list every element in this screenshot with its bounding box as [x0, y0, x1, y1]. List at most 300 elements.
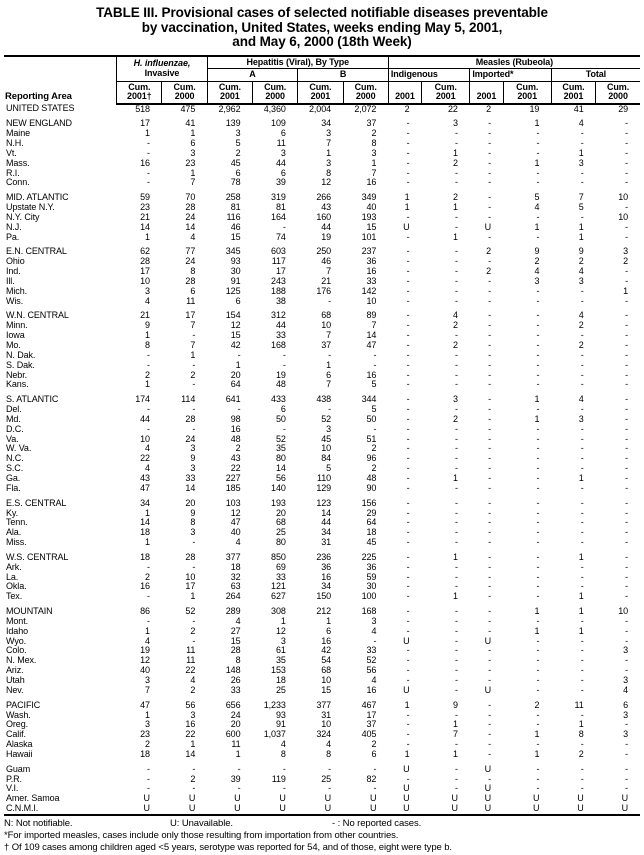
cell: -: [406, 527, 410, 538]
row-label: Mont.: [6, 616, 29, 626]
cell: 47: [230, 517, 241, 528]
cell: 656: [225, 699, 241, 710]
cell: -: [536, 473, 540, 484]
cell: 188: [271, 285, 286, 296]
cell: 8: [280, 749, 286, 760]
cell: 41: [573, 103, 584, 114]
cell: -: [373, 349, 377, 360]
cell: -: [488, 507, 492, 518]
cell: -: [536, 403, 540, 414]
row-label: N.J.: [6, 222, 22, 232]
cell: 1: [404, 749, 410, 760]
cell: 28: [140, 255, 150, 266]
cell: 5: [235, 137, 241, 148]
cell: 33: [275, 329, 286, 340]
cell: 31: [321, 537, 332, 548]
cell: -: [454, 423, 458, 434]
cell: -: [625, 483, 628, 494]
row-label: MOUNTAIN: [6, 606, 53, 616]
cell: 33: [275, 571, 286, 582]
cell: 2: [145, 571, 150, 582]
cell: 142: [361, 285, 377, 296]
cell: -: [147, 615, 150, 626]
cell: -: [406, 310, 410, 321]
table-row: [4, 592, 640, 602]
row-label: MID. ATLANTIC: [6, 192, 69, 202]
cell: 48: [275, 379, 286, 390]
cell: 10: [321, 675, 332, 686]
cell: -: [625, 157, 628, 168]
cell: -: [488, 517, 492, 528]
cell: 4: [190, 231, 196, 242]
cell: -: [625, 167, 628, 178]
cell: -: [488, 423, 492, 434]
cell: U: [403, 763, 410, 774]
cell: 45: [230, 157, 241, 168]
cell: 19: [275, 369, 286, 380]
cell: U: [324, 793, 332, 804]
cell: 16: [366, 265, 377, 276]
table-row: [4, 380, 640, 390]
cell: 54: [321, 655, 332, 666]
cell: 4: [235, 615, 241, 626]
row-label: N. Mex.: [6, 656, 37, 666]
row-label: Mass.: [6, 158, 30, 168]
cell: -: [488, 625, 492, 636]
cell: 168: [271, 339, 286, 350]
cell: -: [488, 719, 492, 730]
cell: 1: [452, 591, 458, 602]
cell: -: [625, 517, 628, 528]
cell: -: [536, 517, 540, 528]
cell: -: [454, 137, 458, 148]
cell: -: [625, 127, 628, 138]
table-row: [4, 287, 640, 297]
cell: 81: [275, 201, 286, 212]
cell: -: [406, 497, 410, 508]
table-row: [4, 149, 640, 159]
cell: -: [625, 221, 628, 232]
cell: 3: [623, 246, 628, 257]
cell: 2: [578, 339, 584, 350]
cell: 21: [140, 211, 150, 222]
cell: -: [580, 773, 584, 784]
cell: U: [532, 793, 540, 804]
cell: -: [192, 615, 196, 626]
cell: -: [406, 359, 410, 370]
cell: -: [406, 517, 410, 528]
cell: U: [403, 783, 410, 794]
cell: 14: [185, 749, 196, 760]
row-label: Guam: [6, 764, 31, 774]
cell: -: [454, 739, 458, 750]
cell: U: [143, 803, 150, 814]
cell: 236: [316, 551, 332, 562]
cell: 10: [140, 433, 150, 444]
cell: 1: [190, 591, 196, 602]
cell: 1: [190, 739, 196, 750]
cell: -: [328, 295, 332, 306]
cell: 6: [190, 137, 196, 148]
cell: -: [488, 201, 492, 212]
col-header-hepa-cum-2001: Cum. 2001: [207, 81, 252, 104]
cell: -: [580, 463, 584, 474]
cell: 23: [140, 201, 150, 212]
cell: -: [580, 685, 584, 696]
row-label: N.H.: [6, 138, 24, 148]
cell: 14: [140, 221, 150, 232]
cell: 2: [623, 255, 628, 266]
row-label: D.C.: [6, 424, 24, 434]
cell: -: [488, 191, 492, 202]
cell: 6: [235, 167, 241, 178]
cell: 110: [316, 473, 332, 484]
cell: -: [488, 537, 492, 548]
cell: -: [282, 783, 286, 794]
cell: 2: [190, 685, 196, 696]
cell: 2: [371, 127, 377, 138]
cell: -: [536, 665, 540, 676]
cell: -: [580, 369, 584, 380]
cell: -: [488, 403, 492, 414]
cell: 1: [534, 625, 540, 636]
cell: -: [625, 403, 628, 414]
cell: -: [454, 655, 458, 666]
cell: -: [625, 231, 628, 242]
cell: 114: [181, 393, 196, 404]
cell: 121: [271, 581, 286, 592]
cell: 2,072: [354, 103, 377, 114]
cell: 4: [145, 295, 150, 306]
cell: 3: [578, 413, 584, 424]
cell: 1: [534, 221, 540, 232]
cell: 36: [366, 255, 377, 266]
cell: 1: [623, 285, 628, 296]
row-label: Calif.: [6, 730, 26, 740]
cell: 47: [140, 483, 150, 494]
hepatitis-group-header: Hepatitis (Viral), By Type: [207, 56, 388, 69]
cell: U: [143, 793, 150, 804]
row-label: Ala.: [6, 528, 22, 538]
row-label: Tex.: [6, 592, 23, 602]
cell: 45: [321, 433, 332, 444]
cell: 32: [230, 571, 241, 582]
cell: 4: [578, 310, 584, 321]
row-label: Ark.: [6, 562, 22, 572]
cell: 22: [185, 729, 196, 740]
cell: -: [488, 285, 492, 296]
row-label: Mich.: [6, 286, 28, 296]
cell: -: [147, 773, 150, 784]
cell: -: [536, 369, 540, 380]
table-row: [4, 104, 640, 115]
cell: 14: [140, 517, 150, 528]
cell: -: [580, 295, 584, 306]
col-header-imported-cum-2001: Cum. 2001: [503, 81, 551, 104]
cell: -: [580, 443, 584, 454]
cell: -: [625, 453, 628, 464]
cell: -: [454, 517, 458, 528]
cell: 438: [316, 393, 332, 404]
cell: 3: [326, 157, 332, 168]
cell: -: [406, 167, 410, 178]
cell: -: [406, 413, 410, 424]
cell: 3: [190, 463, 196, 474]
cell: -: [580, 709, 584, 720]
cell: 17: [185, 310, 196, 321]
cell: 6: [280, 127, 286, 138]
cell: 42: [230, 339, 241, 350]
cell: 22: [230, 463, 241, 474]
cell: U: [484, 221, 492, 232]
cell: 3: [623, 675, 628, 686]
cell: -: [488, 369, 492, 380]
cell: U: [234, 803, 241, 814]
row-label: Upstate N.Y.: [6, 202, 55, 212]
row-label: E.S. CENTRAL: [6, 498, 67, 508]
cell: 377: [316, 699, 332, 710]
cell: -: [580, 581, 584, 592]
cell: 14: [185, 483, 196, 494]
table-row: [4, 794, 640, 804]
cell: -: [580, 763, 584, 774]
cell: 82: [366, 773, 377, 784]
cell: -: [454, 211, 458, 222]
cell: 9: [145, 320, 150, 330]
cell: -: [454, 329, 458, 340]
cell: 48: [230, 433, 241, 444]
cell: 2: [452, 413, 458, 424]
cell: 50: [366, 413, 377, 424]
cell: -: [536, 483, 540, 494]
cell: 3: [534, 275, 540, 286]
cell: -: [488, 729, 492, 740]
cell: 22: [448, 103, 458, 114]
cell: -: [536, 591, 540, 602]
cell: 16: [321, 571, 332, 582]
cell: 2: [534, 255, 540, 266]
table-row: [4, 484, 640, 494]
cell: 33: [366, 645, 377, 656]
cell: -: [536, 763, 540, 774]
cell: 2: [371, 739, 377, 750]
cell: -: [192, 763, 196, 774]
cell: -: [580, 527, 584, 538]
cell: 15: [230, 231, 241, 242]
cell: -: [536, 379, 540, 390]
cell: 140: [271, 483, 286, 494]
cell: -: [406, 463, 410, 474]
cell: 47: [140, 699, 150, 710]
cell: 8: [326, 167, 332, 178]
cell: 44: [275, 157, 286, 168]
cell: -: [147, 349, 150, 360]
cell: -: [192, 635, 196, 646]
cell: 1: [371, 157, 377, 168]
cell: 1: [578, 147, 584, 158]
cell: 1: [578, 231, 584, 242]
cell: 17: [275, 265, 286, 276]
cell: 1: [578, 221, 584, 232]
cell: 62: [140, 246, 150, 257]
cell: 2: [578, 749, 584, 760]
cell: -: [406, 483, 410, 494]
cell: 20: [230, 719, 241, 730]
cell: -: [488, 433, 492, 444]
cell: -: [488, 413, 492, 424]
cell: -: [625, 310, 628, 321]
cell: 9: [452, 699, 458, 710]
cell: 103: [225, 497, 241, 508]
cell: 250: [316, 246, 332, 257]
cell: -: [406, 561, 410, 572]
cell: -: [406, 433, 410, 444]
footnote-legend: [4, 818, 640, 830]
row-label: P.R.: [6, 774, 22, 784]
cell: 156: [361, 497, 377, 508]
cell: -: [147, 591, 150, 602]
cell: 2: [578, 320, 584, 330]
cell: 3: [145, 719, 150, 730]
cell: 11: [276, 137, 286, 148]
cell: 185: [225, 483, 241, 494]
cell: 1: [578, 551, 584, 562]
cell: U: [484, 635, 492, 646]
cell: -: [625, 275, 628, 286]
cell: -: [406, 423, 410, 434]
cell: 7: [326, 265, 332, 276]
cell: -: [406, 625, 410, 636]
measles-group-header: Measles (Rubeola): [388, 56, 640, 69]
cell: 1: [452, 749, 458, 760]
cell: -: [454, 635, 458, 646]
cell: 24: [185, 255, 196, 266]
cell: 312: [271, 310, 286, 321]
cell: -: [580, 655, 584, 666]
cell: -: [625, 507, 628, 518]
title-line-1: TABLE III. Provisional cases of selected notifiable diseases preventable: [96, 5, 548, 20]
row-label: Colo.: [6, 646, 27, 656]
table-row: [4, 804, 640, 815]
cell: -: [454, 359, 458, 370]
cell: 164: [271, 211, 286, 222]
notifiable-diseases-table: [4, 55, 640, 817]
cell: -: [625, 739, 628, 750]
cell: -: [406, 551, 410, 562]
cell: -: [488, 473, 492, 484]
cell: -: [406, 591, 410, 602]
table-row: [4, 119, 640, 129]
table-row: [4, 750, 640, 760]
cell: 101: [361, 231, 377, 242]
cell: 518: [135, 103, 150, 114]
cell: U: [369, 803, 377, 814]
cell: -: [454, 349, 458, 360]
row-label: Ky.: [6, 508, 19, 518]
cell: -: [580, 329, 584, 340]
row-label: V.I.: [6, 784, 19, 794]
row-label: Conn.: [6, 178, 30, 188]
cell: -: [147, 763, 150, 774]
col-header-hflu-cum-2001: Cum. 2001†: [117, 81, 162, 104]
cell: -: [192, 359, 196, 370]
cell: 1: [534, 413, 540, 424]
cell: 12: [321, 177, 332, 188]
cell: 16: [366, 177, 377, 188]
cell: -: [580, 675, 584, 686]
cell: -: [454, 246, 458, 257]
cell: -: [454, 369, 458, 380]
row-label: PACIFIC: [6, 700, 41, 710]
cell: 160: [316, 211, 332, 222]
cell: 2: [486, 246, 492, 257]
cell: 7: [371, 320, 377, 330]
cell: -: [488, 645, 492, 656]
cell: 1: [578, 719, 584, 730]
cell: -: [580, 137, 584, 148]
cell: 3: [452, 393, 458, 404]
cell: 19: [529, 103, 540, 114]
cell: 1: [280, 615, 286, 626]
cell: -: [147, 403, 150, 414]
table-row: [4, 233, 640, 243]
col-header-imported-2001: 2001: [470, 81, 503, 104]
cell: 3: [280, 635, 286, 646]
cell: 8: [326, 749, 332, 760]
row-label: Fla.: [6, 484, 21, 494]
table-row: [4, 775, 640, 785]
cell: -: [536, 527, 540, 538]
cell: -: [454, 571, 458, 582]
cell: -: [406, 255, 410, 266]
cell: -: [192, 537, 196, 548]
cell: 2,962: [218, 103, 241, 114]
cell: 23: [140, 729, 150, 740]
cell: -: [488, 379, 492, 390]
hflu-name: H. influenzae,: [133, 58, 191, 68]
cell: 22: [185, 665, 196, 676]
cell: 43: [140, 473, 150, 484]
cell: -: [625, 329, 628, 340]
row-label: Md.: [6, 414, 21, 424]
cell: -: [625, 320, 628, 330]
cell: 78: [230, 177, 241, 188]
cell: -: [625, 443, 628, 454]
cell: 15: [230, 329, 241, 340]
cell: 96: [366, 453, 377, 464]
cell: U: [279, 793, 286, 804]
cell: 627: [271, 591, 286, 602]
cell: 1: [145, 537, 150, 548]
cell: 69: [275, 561, 286, 572]
cell: 16: [140, 581, 150, 592]
cell: -: [454, 285, 458, 296]
cell: -: [536, 433, 540, 444]
row-label: W.N. CENTRAL: [6, 311, 69, 321]
cell: -: [488, 275, 492, 286]
cell: -: [406, 393, 410, 404]
cell: 1: [578, 605, 584, 616]
cell: 16: [321, 635, 332, 646]
footnote-imported-measles: *For imported measles, cases include only those resulting from importation from other countries.: [4, 829, 399, 841]
cell: U: [451, 803, 458, 814]
cell: -: [237, 763, 241, 774]
cell: -: [454, 379, 458, 390]
cell: -: [580, 783, 584, 794]
cell: -: [536, 137, 540, 148]
cell: -: [147, 561, 150, 572]
cell: 1: [145, 507, 150, 518]
